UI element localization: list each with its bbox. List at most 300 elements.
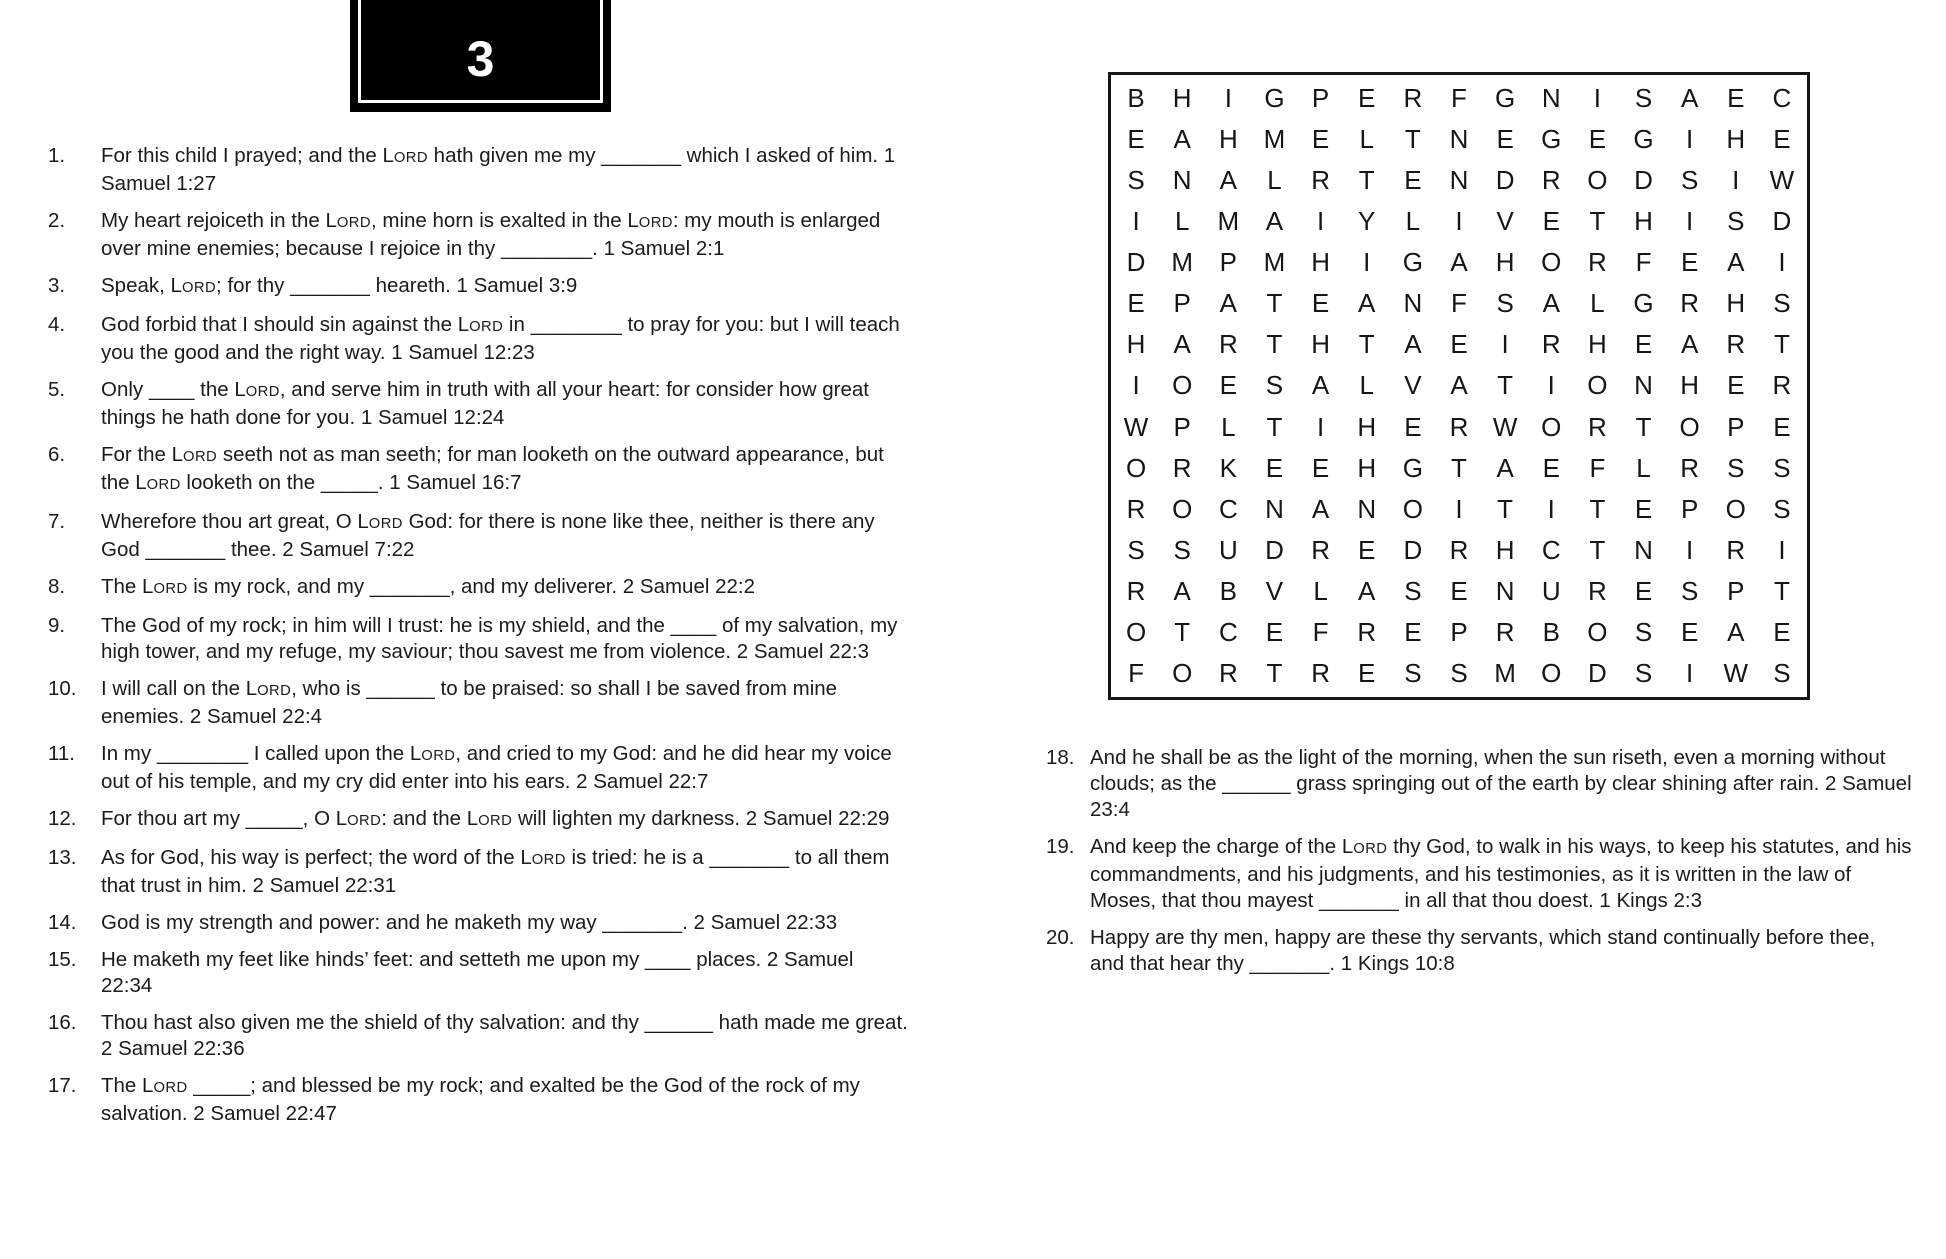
- grid-cell: T: [1174, 616, 1191, 647]
- grid-cell: I: [1593, 83, 1601, 114]
- grid-cell: S: [1634, 616, 1653, 647]
- grid-cell: O: [1541, 247, 1562, 278]
- grid-cell: I: [1455, 493, 1463, 524]
- grid-cell: E: [1404, 165, 1422, 196]
- clue-item: [1046, 834, 1914, 914]
- clue-text: Happy are thy men, happy are these thy servants, which stand continually before thee, and that hear thy _______. 1 Kings 10:8: [1090, 926, 1876, 975]
- clue-item: [48, 613, 910, 665]
- clue-item: [48, 509, 910, 563]
- clue-item: [48, 1073, 910, 1127]
- lord-smallcaps: ORD: [181, 280, 217, 296]
- grid-cell: E: [1634, 329, 1653, 360]
- grid-cell: H: [1495, 247, 1515, 278]
- clue-number: 11.: [48, 742, 75, 765]
- clue-item: [48, 910, 910, 936]
- grid-cell: H: [1588, 329, 1607, 360]
- grid-cell: E: [1358, 534, 1376, 565]
- grid-cell: T: [1358, 165, 1375, 196]
- clue-item: [48, 806, 910, 834]
- grid-cell: W: [1123, 411, 1149, 442]
- grid-cell: I: [1686, 534, 1694, 565]
- grid-cell: S: [1450, 657, 1468, 688]
- grid-cell: S: [1680, 165, 1699, 196]
- clue-item: [48, 377, 910, 431]
- grid-cell: A: [1219, 288, 1237, 319]
- clue-number: 12.: [48, 807, 77, 830]
- grid-cell: E: [1358, 83, 1376, 114]
- grid-cell: M: [1263, 247, 1286, 278]
- grid-cell: S: [1173, 534, 1191, 565]
- clue-item: [48, 676, 910, 730]
- grid-cell: N: [1265, 493, 1284, 524]
- grid-cell: D: [1634, 165, 1653, 196]
- clue-number: 7.: [48, 510, 66, 533]
- clue-text: As for God, his way is perfect; the word of the LORD is tried: he is a _______ to all them that trust in him. 2 Samuel 22:31: [101, 846, 890, 897]
- grid-cell: I: [1132, 370, 1140, 401]
- grid-cell: H: [1726, 124, 1746, 155]
- grid-cell: F: [1635, 247, 1652, 278]
- grid-cell: R: [1218, 657, 1238, 688]
- grid-cell: C: [1218, 616, 1238, 647]
- grid-cell: E: [1404, 411, 1422, 442]
- grid-cell: P: [1680, 493, 1699, 524]
- grid-cell: E: [1219, 370, 1237, 401]
- lord-smallcaps: ORD: [245, 384, 280, 400]
- grid-cell: N: [1449, 165, 1469, 196]
- grid-cell: S: [1680, 575, 1699, 606]
- grid-cell: A: [1173, 575, 1191, 606]
- grid-cell: A: [1727, 616, 1745, 647]
- grid-cell: O: [1172, 493, 1193, 524]
- grid-cell: T: [1266, 288, 1283, 319]
- grid-cell: R: [1403, 83, 1423, 114]
- grid-cell: D: [1495, 165, 1515, 196]
- grid-cell: S: [1727, 206, 1745, 237]
- grid-cell: I: [1686, 206, 1694, 237]
- grid-cell: M: [1171, 247, 1194, 278]
- grid-cell: O: [1587, 370, 1608, 401]
- grid-cell: B: [1542, 616, 1560, 647]
- grid-cell: H: [1172, 83, 1192, 114]
- grid-cell: E: [1773, 616, 1791, 647]
- clue-number: 2.: [48, 209, 66, 232]
- grid-cell: W: [1492, 411, 1518, 442]
- lord-smallcaps: ORD: [146, 477, 181, 493]
- grid-cell: I: [1363, 247, 1371, 278]
- grid-cell: A: [1680, 83, 1699, 114]
- grid-cell: A: [1358, 288, 1376, 319]
- grid-cell: U: [1541, 575, 1561, 606]
- clue-number: 18.: [1046, 746, 1075, 769]
- clue-number: 17.: [48, 1074, 77, 1097]
- grid-cell: L: [1359, 124, 1374, 155]
- clue-text: I will call on the LORD, who is ______ to be praised: so shall I be saved from mine enemies. 2 Samuel 22:4: [101, 677, 838, 728]
- clue-number: 10.: [48, 677, 77, 700]
- clue-list-left: [48, 143, 910, 1138]
- grid-cell: O: [1541, 411, 1562, 442]
- grid-cell: E: [1127, 288, 1145, 319]
- grid-cell: H: [1218, 124, 1238, 155]
- grid-cell: A: [1450, 370, 1468, 401]
- grid-cell: I: [1455, 206, 1463, 237]
- grid-cell: S: [1404, 575, 1422, 606]
- grid-cell: I: [1547, 493, 1555, 524]
- grid-cell: R: [1541, 165, 1561, 196]
- grid-cell: D: [1126, 247, 1146, 278]
- grid-cell: O: [1125, 452, 1147, 483]
- clue-item: [48, 947, 910, 999]
- grid-cell: F: [1451, 83, 1467, 114]
- grid-cell: C: [1218, 493, 1238, 524]
- grid-cell: S: [1773, 657, 1791, 688]
- grid-cell: R: [1588, 247, 1607, 278]
- grid-cell: O: [1587, 165, 1608, 196]
- clue-text: For the LORD seeth not as man seeth; for man looketh on the outward appearance, but the LORD looketh on the _____. 1 Samuel 16:7: [101, 443, 884, 494]
- grid-cell: L: [1221, 411, 1236, 442]
- grid-cell: H: [1634, 206, 1653, 237]
- grid-cell: D: [1588, 657, 1607, 688]
- clue-number: 3.: [48, 274, 66, 297]
- grid-cell: I: [1132, 206, 1140, 237]
- grid-cell: V: [1265, 575, 1284, 606]
- clue-text: Only ____ the LORD, and serve him in truth with all your heart: for consider how great things he hath done for you. 1 Samuel 12:24: [101, 378, 869, 429]
- grid-cell: H: [1726, 288, 1746, 319]
- clue-item: [48, 442, 910, 498]
- grid-cell: I: [1501, 329, 1509, 360]
- grid-cell: I: [1224, 83, 1232, 114]
- grid-cell: O: [1679, 411, 1700, 442]
- grid-cell: O: [1172, 370, 1193, 401]
- grid-cell: T: [1589, 534, 1606, 565]
- grid-cell: L: [1359, 370, 1374, 401]
- grid-cell: R: [1126, 493, 1146, 524]
- clue-text: The LORD _____; and blessed be my rock; and exalted be the God of the rock of my salvation. 2 Samuel 22:47: [101, 1074, 860, 1125]
- grid-cell: R: [1495, 616, 1515, 647]
- grid-cell: N: [1172, 165, 1192, 196]
- grid-cell: G: [1633, 288, 1654, 319]
- clue-number: 20.: [1046, 926, 1075, 949]
- grid-cell: N: [1449, 124, 1469, 155]
- clue-number: 16.: [48, 1011, 77, 1034]
- clue-text: God forbid that I should sin against the LORD in ________ to pray for you: but I will teach you the good and the right way. 1 Samuel 12:23: [101, 313, 900, 364]
- grid-cell: G: [1402, 247, 1423, 278]
- grid-cell: A: [1219, 165, 1237, 196]
- grid-cell: R: [1588, 575, 1607, 606]
- clue-item: [48, 208, 910, 262]
- grid-cell: S: [1773, 452, 1791, 483]
- grid-cell: B: [1219, 575, 1237, 606]
- clue-number: 9.: [48, 614, 66, 637]
- grid-cell: P: [1727, 575, 1745, 606]
- grid-cell: H: [1495, 534, 1515, 565]
- grid-cell: P: [1173, 411, 1191, 442]
- grid-cell: E: [1773, 124, 1791, 155]
- word-search-grid: [1108, 72, 1810, 700]
- grid-cell: S: [1773, 493, 1791, 524]
- grid-cell: D: [1772, 206, 1792, 237]
- grid-cell: S: [1496, 288, 1514, 319]
- grid-cell: R: [1772, 370, 1792, 401]
- grid-cell: S: [1773, 288, 1791, 319]
- grid-cell: I: [1686, 657, 1694, 688]
- grid-cell: R: [1311, 534, 1330, 565]
- grid-cell: A: [1680, 329, 1699, 360]
- grid-cell: H: [1680, 370, 1700, 401]
- lord-smallcaps: ORD: [336, 215, 371, 231]
- grid-cell: H: [1311, 247, 1330, 278]
- grid-cell: E: [1450, 329, 1468, 360]
- grid-cell: A: [1265, 206, 1284, 237]
- grid-cell: E: [1127, 124, 1145, 155]
- grid-cell: R: [1126, 575, 1146, 606]
- grid-cell: R: [1311, 165, 1330, 196]
- grid-cell: T: [1451, 452, 1467, 483]
- grid-cell: G: [1541, 124, 1562, 155]
- grid-cell: A: [1311, 493, 1330, 524]
- grid-cell: E: [1680, 616, 1699, 647]
- grid-cell: E: [1773, 411, 1791, 442]
- grid-cell: N: [1357, 493, 1377, 524]
- clue-number: 13.: [48, 846, 77, 869]
- grid-cell: N: [1403, 288, 1423, 319]
- clue-text: And keep the charge of the LORD thy God, to walk in his ways, to keep his statutes, and his commandments, and his judgments, and his testimonies, as it is written in the law of Moses, that thou mayest _______ in all that thou doest. 1 Kings 2:3: [1090, 835, 1912, 912]
- grid-cell: G: [1495, 83, 1516, 114]
- clue-text: Wherefore thou art great, O LORD God: for there is none like thee, neither is there any God _______ thee. 2 Samuel 7:22: [101, 510, 875, 561]
- grid-cell: W: [1723, 657, 1749, 688]
- grid-cell: N: [1634, 534, 1653, 565]
- chapter-number: 3: [466, 31, 495, 87]
- grid-cell: O: [1541, 657, 1562, 688]
- grid-cell: H: [1357, 411, 1377, 442]
- grid-cell: R: [1680, 452, 1700, 483]
- clue-text: The God of my rock; in him will I trust: he is my shield, and the ____ of my salvation, my high tower, and my refuge, my saviour; thou savest me from violence. 2 Samuel 22:3: [101, 614, 898, 663]
- lord-smallcaps: ORD: [1353, 841, 1388, 857]
- grid-cell: O: [1402, 493, 1423, 524]
- grid-cell: I: [1316, 411, 1325, 442]
- grid-cell: T: [1497, 370, 1514, 401]
- grid-cell: E: [1311, 124, 1330, 155]
- grid-cell: M: [1217, 206, 1240, 237]
- grid-cell: N: [1541, 83, 1561, 114]
- grid-cell: A: [1173, 329, 1191, 360]
- grid-cell: I: [1778, 534, 1786, 565]
- grid-cell: G: [1402, 452, 1423, 483]
- lord-smallcaps: ORD: [153, 1080, 188, 1096]
- grid-cell: E: [1634, 493, 1653, 524]
- grid-cell: L: [1636, 452, 1651, 483]
- grid-cell: I: [1732, 165, 1740, 196]
- grid-cell: R: [1218, 329, 1238, 360]
- grid-cell: E: [1542, 206, 1560, 237]
- clue-number: 5.: [48, 378, 66, 401]
- grid-cell: N: [1634, 370, 1653, 401]
- grid-cell: P: [1311, 83, 1330, 114]
- grid-cell: L: [1267, 165, 1282, 196]
- grid-cell: T: [1589, 206, 1606, 237]
- grid-cell: O: [1125, 616, 1147, 647]
- clue-list-right: [1046, 745, 1914, 988]
- clue-item: [48, 312, 910, 366]
- clue-item: [48, 143, 910, 197]
- grid-cell: E: [1727, 83, 1745, 114]
- lord-smallcaps: ORD: [469, 319, 504, 335]
- clue-text: The LORD is my rock, and my _______, and my deliverer. 2 Samuel 22:2: [101, 575, 756, 598]
- grid-cell: R: [1680, 288, 1700, 319]
- grid-cell: P: [1219, 247, 1237, 278]
- grid-cell: M: [1263, 124, 1286, 155]
- grid-cell: L: [1313, 575, 1328, 606]
- grid-cell: R: [1726, 534, 1746, 565]
- clue-text: And he shall be as the light of the morning, when the sun riseth, even a morning without clouds; as the ______ grass springing out of the earth by clear shining after rain. 2 Samuel 23:4: [1090, 746, 1912, 821]
- clue-text: Speak, LORD; for thy _______ heareth. 1 Samuel 3:9: [101, 274, 578, 297]
- clue-item: [48, 741, 910, 795]
- grid-cell: H: [1126, 329, 1146, 360]
- grid-cell: T: [1635, 411, 1652, 442]
- grid-cell: E: [1496, 124, 1514, 155]
- clue-number: 4.: [48, 313, 66, 336]
- lord-smallcaps: ORD: [638, 215, 673, 231]
- grid-cell: S: [1404, 657, 1422, 688]
- grid-cell: I: [1686, 124, 1694, 155]
- grid-cell: L: [1405, 206, 1421, 237]
- grid-cell: I: [1778, 247, 1786, 278]
- grid-cell: R: [1449, 411, 1469, 442]
- grid-cell: S: [1265, 370, 1284, 401]
- grid-cell: T: [1773, 329, 1790, 360]
- grid-cell: L: [1174, 206, 1190, 237]
- clue-number: 15.: [48, 948, 77, 971]
- grid-cell: B: [1127, 83, 1145, 114]
- grid-cell: A: [1727, 247, 1745, 278]
- grid-cell: E: [1404, 616, 1422, 647]
- grid-cell: E: [1634, 575, 1653, 606]
- grid-cell: E: [1311, 288, 1330, 319]
- grid-cell: R: [1541, 329, 1561, 360]
- clue-number: 1.: [48, 144, 66, 167]
- grid-cell: V: [1404, 370, 1422, 401]
- clue-text: God is my strength and power: and he maketh my way _______. 2 Samuel 22:33: [101, 911, 838, 934]
- grid-cell: E: [1588, 124, 1607, 155]
- grid-cell: A: [1311, 370, 1330, 401]
- grid-cell: T: [1497, 493, 1514, 524]
- grid-cell: E: [1311, 452, 1330, 483]
- grid-cell: P: [1727, 411, 1745, 442]
- grid-cell: E: [1358, 657, 1376, 688]
- lord-smallcaps: ORD: [183, 449, 218, 465]
- clue-item: [48, 1010, 910, 1062]
- grid-cell: E: [1542, 452, 1560, 483]
- grid-cell: S: [1634, 83, 1653, 114]
- clue-item: [1046, 745, 1914, 823]
- grid-cell: F: [1589, 452, 1606, 483]
- grid-cell: R: [1172, 452, 1192, 483]
- grid-cell: H: [1357, 452, 1377, 483]
- grid-cell: R: [1726, 329, 1746, 360]
- grid-cell: E: [1680, 247, 1699, 278]
- grid-cell: Y: [1358, 206, 1376, 237]
- grid-cell: A: [1450, 247, 1468, 278]
- grid-cell: T: [1404, 124, 1421, 155]
- grid-cell: O: [1725, 493, 1746, 524]
- grid-cell: V: [1496, 206, 1514, 237]
- grid-cell: C: [1541, 534, 1561, 565]
- grid-cell: D: [1265, 534, 1284, 565]
- grid-cell: P: [1450, 616, 1468, 647]
- grid-cell: R: [1588, 411, 1607, 442]
- grid-cell: T: [1266, 329, 1283, 360]
- grid-cell: M: [1494, 657, 1516, 688]
- grid-cell: A: [1173, 124, 1191, 155]
- grid-cell: G: [1633, 124, 1654, 155]
- grid-cell: C: [1772, 83, 1792, 114]
- lord-smallcaps: ORD: [531, 852, 566, 868]
- grid-cell: S: [1127, 534, 1145, 565]
- grid-cell: E: [1450, 575, 1468, 606]
- grid-cell: O: [1172, 657, 1193, 688]
- lord-smallcaps: ORD: [368, 516, 403, 532]
- grid-cell: T: [1266, 411, 1283, 442]
- grid-cell: G: [1264, 83, 1285, 114]
- grid-cell: F: [1312, 616, 1329, 647]
- clue-number: 8.: [48, 575, 66, 598]
- grid-cell: U: [1218, 534, 1238, 565]
- grid-cell: I: [1547, 370, 1555, 401]
- grid-cell: F: [1128, 657, 1144, 688]
- lord-smallcaps: ORD: [421, 748, 456, 764]
- clue-text: In my ________ I called upon the LORD, and cried to my God: and he did hear my voice out of his temple, and my cry did enter into his ears. 2 Samuel 22:7: [101, 742, 892, 793]
- clue-item: [1046, 925, 1914, 977]
- grid-cell: L: [1590, 288, 1605, 319]
- clue-number: 14.: [48, 911, 77, 934]
- grid-cell: R: [1311, 657, 1330, 688]
- clue-text: For this child I prayed; and the LORD hath given me my _______ which I asked of him. 1 Samuel 1:27: [101, 144, 896, 195]
- clue-text: He maketh my feet like hinds’ feet: and setteth me upon my ____ places. 2 Samuel 22:34: [101, 948, 854, 997]
- lord-smallcaps: ORD: [347, 813, 382, 829]
- grid-cell: T: [1589, 493, 1606, 524]
- clue-text: Thou hast also given me the shield of thy salvation: and thy ______ hath made me great. 2 Samuel 22:36: [101, 1011, 908, 1060]
- clue-item: [48, 273, 910, 301]
- clue-text: For thou art my _____, O LORD: and the LORD will lighten my darkness. 2 Samuel 22:29: [101, 807, 890, 830]
- lord-smallcaps: ORD: [393, 150, 428, 166]
- chapter-number-box: [350, 0, 611, 112]
- lord-smallcaps: ORD: [153, 581, 188, 597]
- clue-item: [48, 845, 910, 899]
- grid-cell: E: [1265, 616, 1284, 647]
- grid-cell: T: [1358, 329, 1375, 360]
- grid-cell: S: [1727, 452, 1745, 483]
- grid-cell: H: [1311, 329, 1330, 360]
- grid-cell: P: [1173, 288, 1191, 319]
- grid-cell: E: [1265, 452, 1284, 483]
- clue-text: My heart rejoiceth in the LORD, mine horn is exalted in the LORD: my mouth is enlarged over mine enemies; because I rejoice in thy ________. 1 Samuel 2:1: [101, 209, 881, 260]
- grid-cell: T: [1773, 575, 1790, 606]
- grid-cell: T: [1266, 657, 1283, 688]
- grid-cell: K: [1219, 452, 1237, 483]
- clue-number: 19.: [1046, 835, 1075, 858]
- grid-cell: D: [1403, 534, 1423, 565]
- grid-cell: A: [1358, 575, 1376, 606]
- grid-cell: O: [1587, 616, 1608, 647]
- clue-item: [48, 574, 910, 602]
- grid-cell: A: [1542, 288, 1560, 319]
- grid-cell: N: [1495, 575, 1515, 606]
- grid-cell: W: [1769, 165, 1795, 196]
- grid-cell: R: [1449, 534, 1469, 565]
- grid-cell: F: [1451, 288, 1467, 319]
- lord-smallcaps: ORD: [257, 683, 292, 699]
- grid-cell: S: [1127, 165, 1145, 196]
- grid-cell: E: [1727, 370, 1745, 401]
